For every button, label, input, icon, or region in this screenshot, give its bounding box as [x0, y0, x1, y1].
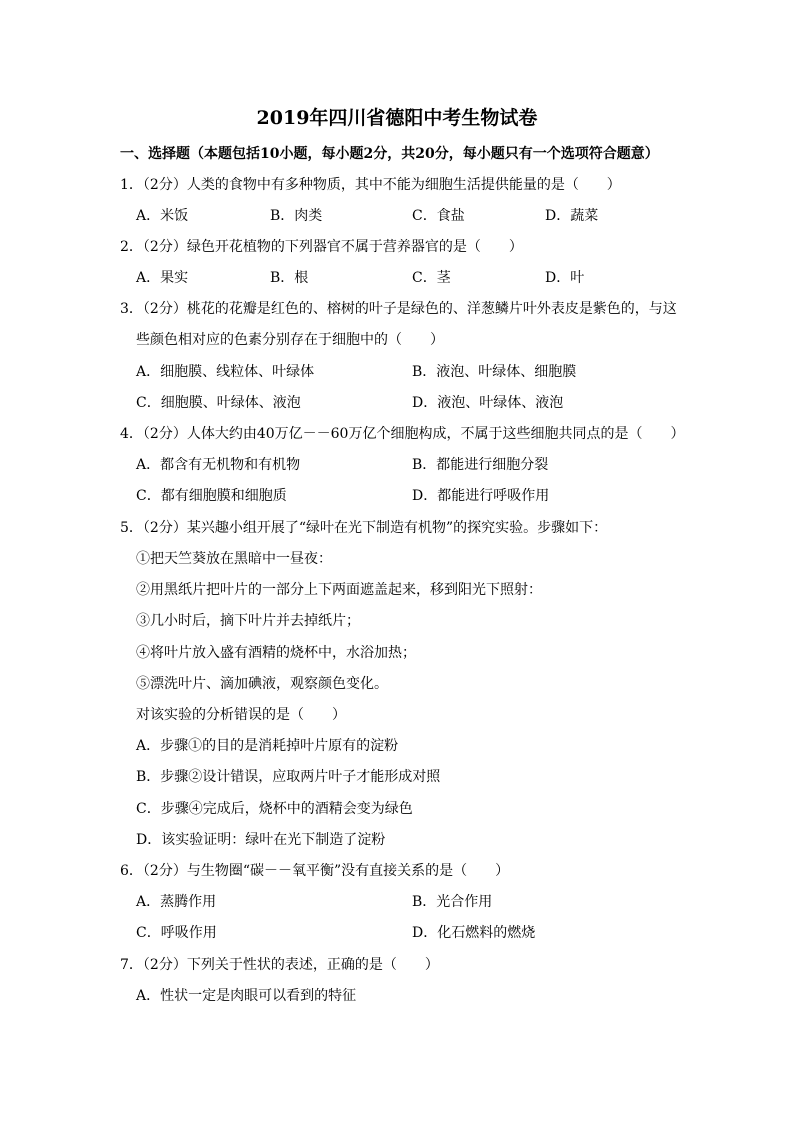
- q1-option-d: D．蔬菜: [545, 208, 599, 224]
- question-3-stem: 3．（2分）桃花的花瓣是红色的、榕树的叶子是绿色的、洋葱鳞片叶外表皮是紫色的，与这: [120, 301, 677, 317]
- q5-step-2: ②用黑纸片把叶片的一部分上下两面遮盖起来，移到阳光下照射：: [136, 582, 542, 598]
- q5-option-b: B．步骤②设计错误，应取两片叶子才能形成对照: [136, 769, 441, 785]
- q5-option-a: A．步骤①的目的是消耗掉叶片原有的淀粉: [136, 738, 399, 754]
- question-2-stem: 2．（2分）绿色开花植物的下列器官不属于营养器官的是（ ）: [120, 239, 523, 255]
- q3-option-a: A．细胞膜、线粒体、叶绿体: [136, 364, 315, 380]
- question-6-stem: 6．（2分）与生物圈“碳－－氧平衡”没有直接关系的是（ ）: [120, 863, 510, 879]
- q3-option-c: C．细胞膜、叶绿体、液泡: [136, 395, 301, 411]
- q2-option-a: A．果实: [136, 270, 189, 286]
- q4-option-b: B．都能进行细胞分裂: [412, 457, 549, 473]
- q1-option-a: A．米饭: [136, 208, 189, 224]
- q5-step-4: ④将叶片放入盛有酒精的烧杯中，水浴加热；: [136, 645, 416, 661]
- q7-option-a: A．性状一定是肉眼可以看到的特征: [136, 988, 357, 1004]
- section-heading: 一、选择题（本题包括10小题，每小题2分，共20分，每小题只有一个选项符合题意）: [120, 146, 659, 162]
- q2-option-b: B．根: [270, 270, 309, 286]
- question-1-stem: 1．（2分）人类的食物中有多种物质，其中不能为细胞生活提供能量的是（ ）: [120, 177, 621, 193]
- question-4-stem: 4．（2分）人体大约由40万亿－－60万亿个细胞构成，不属于这些细胞共同点的是（ ）: [120, 426, 685, 442]
- q5-step-5: ⑤漂洗叶片、滴加碘液，观察颜色变化。: [136, 676, 388, 692]
- q6-option-a: A．蒸腾作用: [136, 894, 217, 910]
- q4-option-c: C．都有细胞膜和细胞质: [136, 488, 287, 504]
- q6-option-b: B．光合作用: [412, 894, 493, 910]
- question-5-stem: 5．（2分）某兴趣小组开展了“绿叶在光下制造有机物”的探究实验。步骤如下：: [120, 520, 608, 536]
- question-3-stem-continued: 些颜色相对应的色素分别存在于细胞中的（ ）: [136, 332, 444, 348]
- q5-option-d: D．该实验证明：绿叶在光下制造了淀粉: [136, 832, 386, 848]
- q2-option-c: C．茎: [412, 270, 451, 286]
- q3-option-b: B．液泡、叶绿体、细胞膜: [412, 364, 577, 380]
- q5-option-c: C．步骤④完成后，烧杯中的酒精会变为绿色: [136, 801, 413, 817]
- q6-option-d: D．化石燃料的燃烧: [412, 925, 536, 941]
- q5-ask: 对该实验的分析错误的是（ ）: [136, 707, 346, 723]
- page-title: 2019年四川省德阳中考生物试卷: [256, 107, 538, 129]
- q5-step-3: ③几小时后，摘下叶片并去掉纸片；: [136, 613, 360, 629]
- q1-option-b: B．肉类: [270, 208, 323, 224]
- q6-option-c: C．呼吸作用: [136, 925, 217, 941]
- q1-option-c: C．食盐: [412, 208, 465, 224]
- q5-step-1: ①把天竺葵放在黑暗中一昼夜：: [136, 551, 332, 567]
- question-7-stem: 7．（2分）下列关于性状的表述，正确的是（ ）: [120, 957, 439, 973]
- q3-option-d: D．液泡、叶绿体、液泡: [412, 395, 564, 411]
- q4-option-a: A．都含有无机物和有机物: [136, 457, 301, 473]
- q4-option-d: D．都能进行呼吸作用: [412, 488, 550, 504]
- q2-option-d: D．叶: [545, 270, 585, 286]
